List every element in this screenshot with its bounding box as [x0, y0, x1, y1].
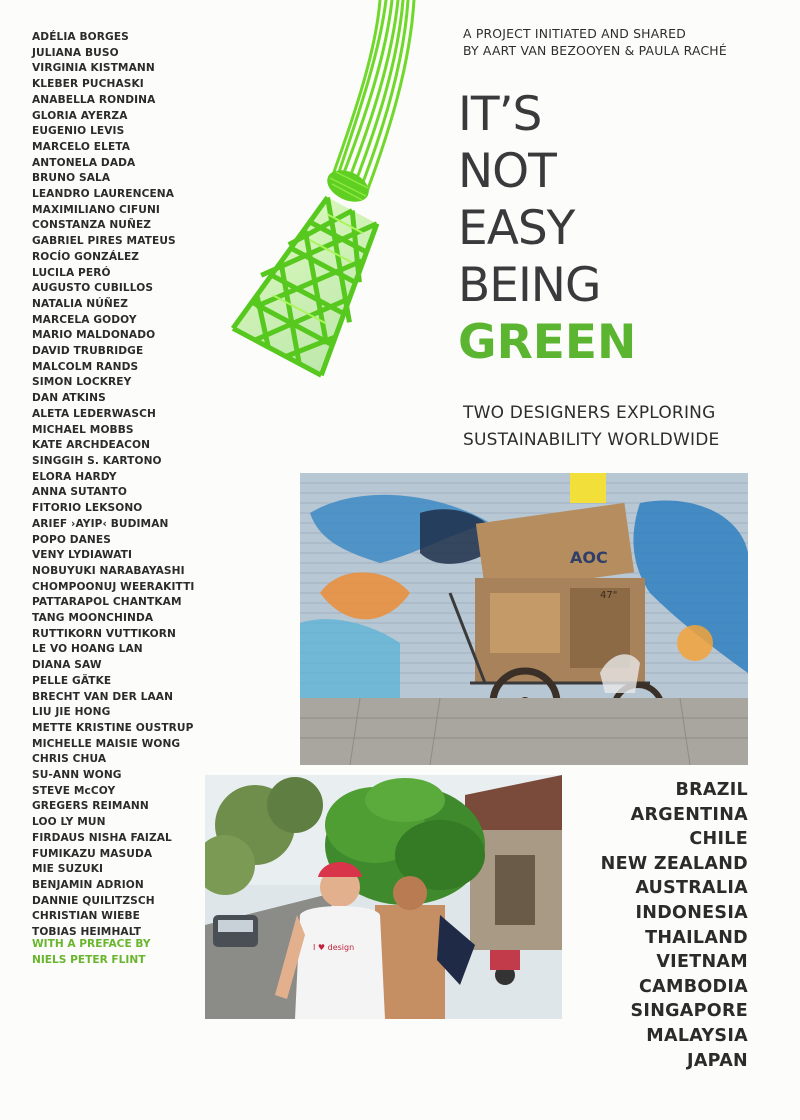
project-credit-line-1: A PROJECT INITIATED AND SHARED: [463, 26, 686, 41]
contributor-name: NATALIA NÚÑEZ: [32, 297, 128, 310]
title-line-green: GREEN: [458, 315, 637, 370]
contributor-name: MALCOLM RANDS: [32, 360, 139, 373]
contributor-name: CHOMPOONUJ WEERAKITTI: [32, 580, 195, 593]
contributor-name: STEVE McCOY: [32, 784, 116, 797]
country-name: THAILAND: [645, 927, 748, 948]
contributor-name: FITORIO LEKSONO: [32, 502, 143, 515]
contributor-name: DAVID TRUBRIDGE: [32, 345, 144, 358]
country-name: CAMBODIA: [639, 976, 748, 997]
contributor-name: JULIANA BUSO: [32, 46, 119, 59]
contributor-name: TANG MOONCHINDA: [32, 612, 154, 625]
country-name: CHILE: [689, 829, 748, 850]
contributor-name: METTE KRISTINE OUSTRUP: [32, 721, 194, 734]
tv-box-size: 47": [600, 590, 618, 601]
country-name: SINGAPORE: [630, 1001, 748, 1022]
contributor-name: POPO DANES: [32, 533, 111, 546]
contributor-name: EUGENIO LEVIS: [32, 125, 125, 138]
photo-leaf-carrier: [205, 775, 562, 1019]
contributor-name: BRUNO SALA: [32, 172, 111, 185]
title-line-1: IT’S: [458, 87, 542, 142]
preface-line-1: WITH A PREFACE BY: [32, 938, 151, 950]
title-line-4: BEING: [458, 258, 601, 313]
country-name: AUSTRALIA: [635, 878, 748, 899]
country-name: JAPAN: [687, 1050, 748, 1071]
contributor-name: ALETA LEDERWASCH: [32, 407, 156, 420]
contributor-name: GLORIA AYERZA: [32, 109, 128, 122]
contributor-name: GREGERS REIMANN: [32, 800, 149, 813]
contributor-name: TOBIAS HEIMHALT: [32, 926, 142, 939]
preface-credit: [32, 937, 151, 968]
green-basket-illustration: [190, 0, 430, 410]
countries-list: [601, 778, 748, 1073]
contributor-name: ADÉLIA BORGES: [32, 31, 129, 43]
contributor-name: FIRDAUS NISHA FAIZAL: [32, 831, 172, 844]
contributor-name: LOO LY MUN: [32, 816, 106, 829]
contributor-name: VIRGINIA KISTMANN: [32, 62, 155, 75]
preface-author: NIELS PETER FLINT: [32, 953, 146, 966]
project-credit-line-2: BY AART VAN BEZOOYEN & PAULA RACHÉ: [463, 42, 727, 58]
contributor-name: RUTTIKORN VUTTIKORN: [32, 627, 176, 640]
contributor-name: ELORA HARDY: [32, 470, 117, 483]
contributor-name: MARCELA GODOY: [32, 313, 137, 326]
contributor-name: SINGGIH S. KARTONO: [32, 454, 162, 467]
contributor-name: MICHELLE MAISIE WONG: [32, 737, 181, 750]
subtitle-line-2: SUSTAINABILITY WORLDWIDE: [463, 430, 720, 450]
country-name: VIETNAM: [656, 952, 748, 973]
country-name: BRAZIL: [675, 780, 748, 800]
contributor-name: LIU JIE HONG: [32, 706, 111, 719]
contributor-name: DANNIE QUILITZSCH: [32, 894, 155, 907]
project-credit: [463, 26, 727, 59]
contributor-name: GABRIEL PIRES MATEUS: [32, 235, 176, 248]
subtitle-line-1: TWO DESIGNERS EXPLORING: [463, 403, 716, 423]
contributor-name: LEANDRO LAURENCENA: [32, 188, 175, 201]
book-title: [458, 86, 636, 371]
contributor-name: PELLE GÄTKE: [32, 674, 112, 687]
contributor-name: BENJAMIN ADRION: [32, 878, 144, 891]
contributor-name: CHRISTIAN WIEBE: [32, 910, 140, 923]
contributor-name: FUMIKAZU MASUDA: [32, 847, 153, 860]
contributor-name: ROCÍO GONZÁLEZ: [32, 250, 140, 263]
contributor-name: KATE ARCHDEACON: [32, 439, 151, 452]
contributor-name: VENY LYDIAWATI: [32, 549, 133, 562]
country-name: MALAYSIA: [646, 1025, 748, 1046]
contributor-name: PATTARAPOL CHANTKAM: [32, 596, 182, 609]
country-name: NEW ZEALAND: [600, 853, 748, 874]
contributor-name: ANNA SUTANTO: [32, 486, 127, 499]
contributor-name: DAN ATKINS: [32, 392, 106, 405]
contributor-name: ANABELLA RONDINA: [32, 93, 156, 106]
contributor-name: MARIO MALDONADO: [32, 329, 156, 342]
title-line-2: NOT: [458, 144, 556, 199]
contributor-name: ARIEF ›AYIP‹ BUDIMAN: [32, 517, 169, 530]
book-subtitle: [463, 400, 719, 454]
contributor-name: SIMON LOCKREY: [32, 376, 132, 389]
title-line-3: EASY: [458, 201, 575, 256]
contributor-name: LE VO HOANG LAN: [32, 643, 143, 656]
contributor-name: MARCELO ELETA: [32, 140, 131, 153]
contributor-name: BRECHT VAN DER LAAN: [32, 690, 174, 703]
contributor-name: CHRIS CHUA: [32, 753, 107, 766]
contributor-name: MAXIMILIANO CIFUNI: [32, 203, 160, 216]
tv-box-brand: AOC: [570, 548, 608, 567]
contributor-name: MICHAEL MOBBS: [32, 423, 134, 436]
contributor-name: NOBUYUKI NARABAYASHI: [32, 564, 185, 577]
contributor-name: KLEBER PUCHASKI: [32, 78, 144, 91]
shirt-print: I ♥ design: [313, 943, 355, 952]
contributor-name: LUCILA PERÓ: [32, 266, 111, 279]
country-name: ARGENTINA: [630, 804, 748, 825]
contributor-name: SU-ANN WONG: [32, 769, 122, 782]
contributor-name: CONSTANZA NUÑEZ: [32, 219, 152, 232]
contributor-name: AUGUSTO CUBILLOS: [32, 282, 154, 295]
country-name: INDONESIA: [635, 902, 748, 923]
photo-cardboard-cart: [300, 473, 748, 765]
contributor-name: DIANA SAW: [32, 659, 102, 672]
contributor-name: ANTONELA DADA: [32, 156, 136, 169]
contributor-name: MIE SUZUKI: [32, 863, 104, 876]
